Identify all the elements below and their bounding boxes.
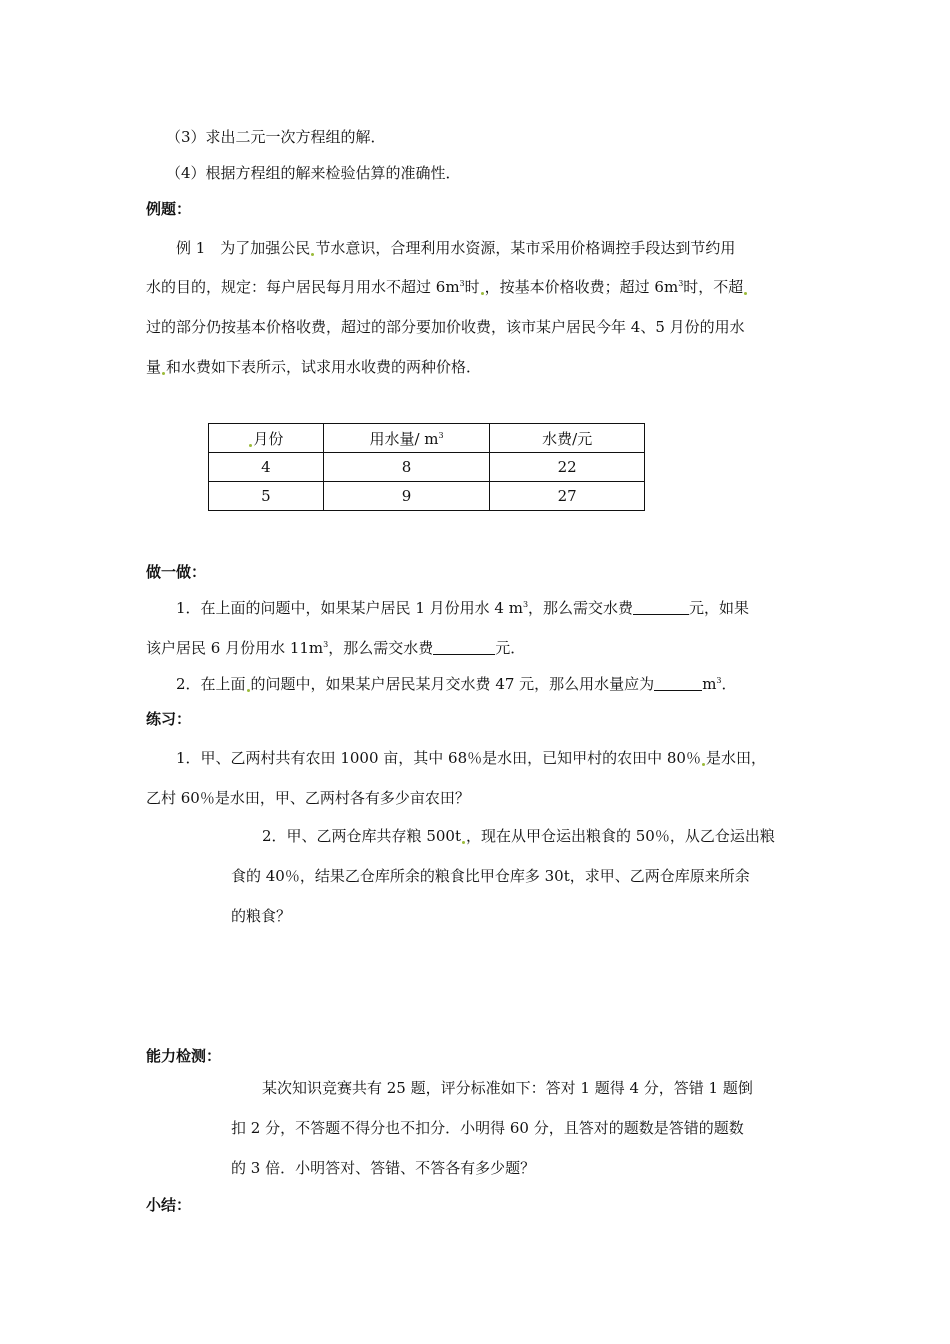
table-cell: 9: [323, 482, 490, 511]
edit-mark: [249, 444, 252, 447]
ability-line-1: 某次知识竞赛共有 25 题，评分标准如下：答对 1 题得 4 分，答错 1 题倒: [262, 1079, 753, 1097]
ability-line-2: 扣 2 分，不答题不得分也不扣分．小明得 60 分，且答对的题数是答错的题数: [231, 1119, 744, 1137]
step-4: （4）根据方程组的解来检验估算的准确性．: [166, 164, 461, 182]
practice-q2-line-1: 2．甲、乙两仓库共存粮 500t ，现在从甲仓运出粮食的 50％，从乙仓运出粮: [262, 827, 775, 845]
table-header-cell: 用水量/ $m^3$: [323, 424, 490, 453]
tryit-heading: 做一做：: [146, 563, 207, 581]
example-line-2: 水的目的，规定：每户居民每月用水不超过 $6m^3$时 ，按基本价格收费；超过 $6m^3$时，不超: [146, 277, 748, 297]
answer-blank[interactable]: [654, 676, 702, 691]
edit-mark: [744, 292, 747, 295]
table-header-row: [209, 424, 645, 453]
edit-mark: [481, 292, 484, 295]
table-row: [209, 482, 645, 511]
example-line-4: 量 和水费如下表所示，试求用水收费的两种价格．: [146, 358, 482, 376]
practice-q2-line-3: 的粮食？: [231, 907, 292, 925]
edit-mark: [247, 689, 250, 692]
table-header-cell: 水费/元: [490, 424, 645, 453]
edit-mark: [462, 841, 465, 844]
ability-heading: 能力检测：: [146, 1047, 222, 1065]
tryit-q1-line-1: 1．在上面的问题中，如果某户居民 1 月份用水 4 $m^3$，那么需交水费 元，如果: [176, 599, 750, 617]
edit-mark: [311, 253, 314, 256]
table-row: [209, 453, 645, 482]
table-cell: 22: [490, 453, 645, 482]
example-line-3: 过的部分仍按基本价格收费，超过的部分要加价收费，该市某户居民今年 4、5 月份的用水: [146, 318, 745, 336]
practice-q2-line-2: 食的 40％，结果乙仓库所余的粮食比甲仓库多 30t，求甲、乙两仓库原来所余: [231, 867, 750, 885]
answer-blank[interactable]: [633, 600, 689, 615]
step-3: （3）求出二元一次方程组的解．: [166, 128, 386, 146]
practice-q1-line-1: 1．甲、乙两村共有农田 1000 亩，其中 68％是水田，已知甲村的农田中 80％ 是水田，: [176, 749, 766, 767]
tryit-q1-line-2: 该户居民 6 月份用水 $11m^3$，那么需交水费 元．: [146, 639, 526, 657]
table-cell: 5: [209, 482, 324, 511]
edit-mark: [162, 372, 165, 375]
ability-line-3: 的 3 倍．小明答对、答错、不答各有多少题？: [231, 1159, 536, 1177]
table-cell: 27: [490, 482, 645, 511]
example-heading: 例题：: [146, 200, 192, 218]
tryit-q2: 2．在上面 的问题中，如果某户居民某月交水费 47 元，那么用水量应为 $m^3$．: [176, 675, 737, 693]
table-header-cell: 月份: [209, 424, 324, 453]
practice-q1-line-2: 乙村 60％是水田，甲、乙两村各有多少亩农田？: [146, 789, 470, 807]
practice-heading: 练习：: [146, 710, 192, 728]
summary-heading: 小结：: [146, 1196, 192, 1214]
answer-blank[interactable]: [433, 640, 495, 655]
edit-mark: [702, 763, 705, 766]
table-cell: 8: [323, 453, 490, 482]
table-cell: 4: [209, 453, 324, 482]
example-line-1: 例 1 为了加强公民 节水意识，合理利用水资源，某市采用价格调控手段达到节约用: [176, 239, 736, 257]
water-fee-table: [208, 423, 645, 511]
